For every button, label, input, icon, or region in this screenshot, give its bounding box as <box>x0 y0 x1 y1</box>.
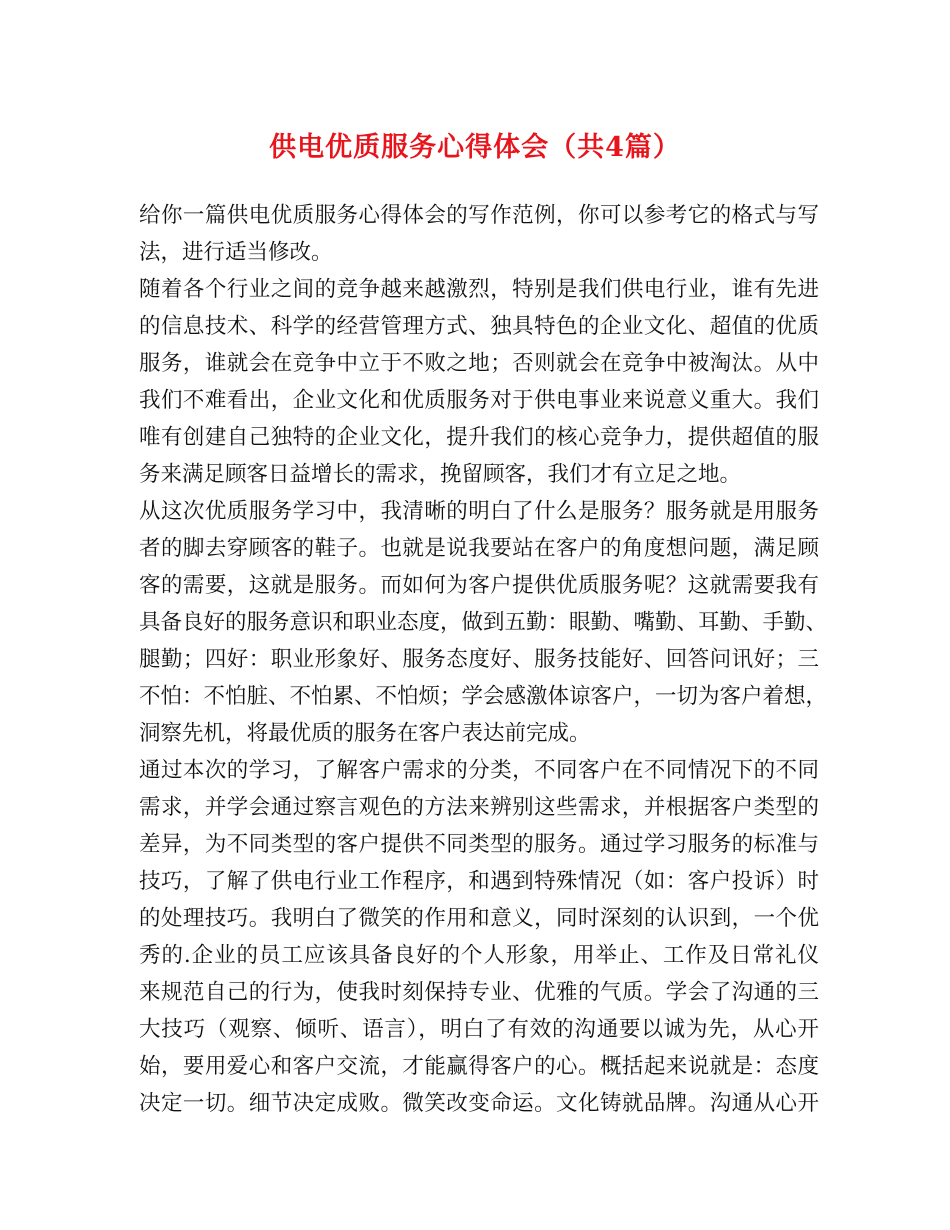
body-line: 法，进行适当修改。 <box>139 240 333 265</box>
body-line: 服务，谁就会在竞争中立于不败之地；否则就会在竞争中被淘汰。从中 <box>139 351 819 376</box>
body-line: 客的需要，这就是服务。而如何为客户提供优质服务呢？这就需要我有 <box>139 573 819 598</box>
body-line: 技巧，了解了供电行业工作程序，和遇到特殊情况（如：客户投诉）时 <box>139 869 819 894</box>
body-line: 来规范自己的行为，使我时刻保持专业、优雅的气质。学会了沟通的三 <box>139 980 819 1005</box>
body-line: 者的脚去穿顾客的鞋子。也就是说我要站在客户的角度想问题，满足顾 <box>139 536 819 561</box>
body-line: 腿勤；四好：职业形象好、服务态度好、服务技能好、回答问讯好；三 <box>139 647 819 672</box>
body-line: 随着各个行业之间的竞争越来越激烈，特别是我们供电行业，谁有先进 <box>139 277 819 302</box>
body-line: 始，要用爱心和客户交流，才能赢得客户的心。概括起来说就是：态度 <box>139 1054 819 1079</box>
body-line: 大技巧（观察、倾听、语言），明白了有效的沟通要以诚为先，从心开 <box>139 1017 819 1042</box>
body-line: 务来满足顾客日益增长的需求，挽留顾客，我们才有立足之地。 <box>139 462 742 487</box>
body-line: 洞察先机，将最优质的服务在客户表达前完成。 <box>139 721 591 746</box>
body-line: 秀的.企业的员工应该具备良好的个人形象，用举止、工作及日常礼仪 <box>139 943 819 968</box>
body-line: 从这次优质服务学习中，我清晰的明白了什么是服务？服务就是用服务 <box>139 499 819 524</box>
body-line: 的信息技术、科学的经营管理方式、独具特色的企业文化、超值的优质 <box>139 314 819 339</box>
body-line: 给你一篇供电优质服务心得体会的写作范例，你可以参考它的格式与写 <box>139 203 819 228</box>
body-line: 的处理技巧。我明白了微笑的作用和意义，同时深刻的认识到，一个优 <box>139 906 819 931</box>
body-line: 通过本次的学习，了解客户需求的分类，不同客户在不同情况下的不同 <box>139 758 819 783</box>
body-line: 我们不难看出，企业文化和优质服务对于供电事业来说意义重大。我们 <box>139 388 819 413</box>
body-line: 差异，为不同类型的客户提供不同类型的服务。通过学习服务的标准与 <box>139 832 819 857</box>
document-title: 供电优质服务心得体会（共4篇） <box>269 132 681 163</box>
body-line: 具备良好的服务意识和职业态度，做到五勤：眼勤、嘴勤、耳勤、手勤、 <box>139 610 828 635</box>
body-line: 唯有创建自己独特的企业文化，提升我们的核心竞争力，提供超值的服 <box>139 425 819 450</box>
body-line: 需求，并学会通过察言观色的方法来辨别这些需求，并根据客户类型的 <box>139 795 819 820</box>
document-body <box>139 197 828 1122</box>
body-line: 不怕：不怕脏、不怕累、不怕烦；学会感激体谅客户，一切为客户着想， <box>139 684 828 709</box>
body-line: 决定一切。细节决定成败。微笑改变命运。文化铸就品牌。沟通从心开 <box>139 1091 819 1116</box>
